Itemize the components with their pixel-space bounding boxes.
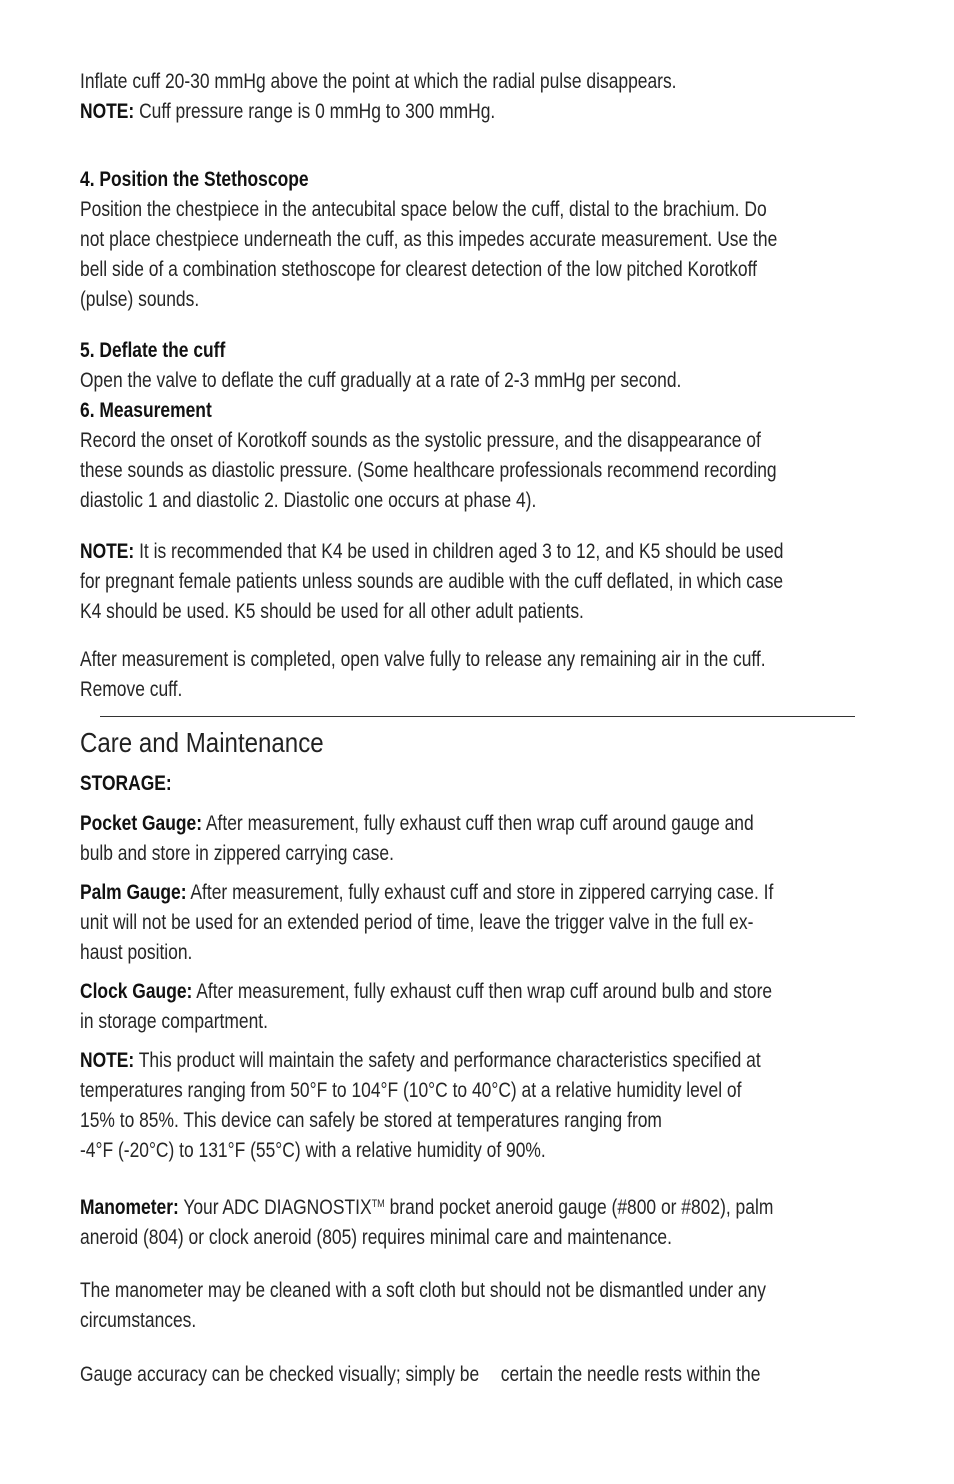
clock-gauge-paragraph — [80, 977, 773, 1007]
note-text: It is recommended that K4 be used in children aged 3 to 12, and K5 should be used — [134, 540, 784, 563]
cleaning-line: The manometer may be cleaned with a soft cloth but should not be dismantled under any — [80, 1279, 766, 1302]
step6-line: diastolic 1 and diastolic 2. Diastolic one occurs at phase 4). — [80, 489, 537, 512]
temperature-note-line: -4°F (-20°C) to 131°F (55°C) with a relative humidity of 90%. — [80, 1139, 546, 1162]
step6-heading: 6. Measurement — [80, 399, 212, 422]
temperature-note-line: 15% to 85%. This device can safely be stored at temperatures ranging from — [80, 1109, 662, 1132]
palm-gauge-paragraph — [80, 878, 774, 908]
note-label: NOTE: — [80, 540, 135, 563]
accuracy-text: certain the needle rests within the — [500, 1363, 761, 1386]
pocket-gauge-paragraph — [80, 809, 754, 839]
storage-heading: STORAGE: — [80, 772, 172, 795]
manometer-text: Your ADC DIAGNOSTIX — [178, 1196, 372, 1219]
clock-gauge-text: After measurement, fully exhaust cuff then wrap cuff around bulb and store — [192, 980, 773, 1003]
palm-gauge-line: haust position. — [80, 941, 193, 964]
step4-line: not place chestpiece underneath the cuff, as this impedes accurate measurement. Use the — [80, 228, 778, 251]
k4-k5-note-line: K4 should be used. K5 should be used for all other adult patients. — [80, 600, 584, 623]
step4-line: Position the chestpiece in the antecubital space below the cuff, distal to the brachium. Do — [80, 198, 767, 221]
temperature-note — [80, 1046, 761, 1076]
pocket-gauge-text: After measurement, fully exhaust cuff then wrap cuff around gauge and — [202, 812, 754, 835]
manometer-text: brand pocket aneroid gauge (#800 or #802), palm — [384, 1196, 774, 1219]
step4-line: (pulse) sounds. — [80, 288, 200, 311]
temperature-note-line: temperatures ranging from 50°F to 104°F (10°C to 40°C) at a relative humidity level of — [80, 1079, 742, 1102]
palm-gauge-line: unit will not be used for an extended period of time, leave the trigger valve in the full ex- — [80, 911, 754, 934]
manometer-line: aneroid (804) or clock aneroid (805) requires minimal care and maintenance. — [80, 1226, 672, 1249]
step6-line: these sounds as diastolic pressure. (Some healthcare professionals recommend recording — [80, 459, 777, 482]
care-maintenance-title: Care and Maintenance — [80, 727, 324, 758]
note-text: This product will maintain the safety and performance characteristics specified at — [134, 1049, 761, 1072]
after-measurement-line: Remove cuff. — [80, 678, 183, 701]
cleaning-line: circumstances. — [80, 1309, 197, 1332]
k4-k5-note — [80, 537, 784, 567]
pressure-range-note — [80, 97, 744, 127]
note-label: NOTE: — [80, 1049, 135, 1072]
step6-line: Record the onset of Korotkoff sounds as the systolic pressure, and the disappearance of — [80, 429, 761, 452]
step4-line: bell side of a combination stethoscope for clearest detection of the low pitched Korotkoff — [80, 258, 757, 281]
note-label: NOTE: — [80, 100, 135, 123]
pocket-gauge-line: bulb and store in zippered carrying case. — [80, 842, 394, 865]
after-measurement-line: After measurement is completed, open valve fully to release any remaining air in the cuff. — [80, 648, 766, 671]
step5-text: Open the valve to deflate the cuff gradually at a rate of 2-3 mmHg per second. — [80, 369, 682, 392]
palm-gauge-text: After measurement, fully exhaust cuff and store in zippered carrying case. If — [186, 881, 774, 904]
clock-gauge-label: Clock Gauge: — [80, 980, 193, 1003]
k4-k5-note-line: for pregnant female patients unless sounds are audible with the cuff deflated, in which case — [80, 570, 784, 593]
clock-gauge-line: in storage compartment. — [80, 1010, 268, 1033]
trademark-mark: TM — [371, 1198, 385, 1210]
accuracy-line — [80, 1360, 761, 1390]
step4-heading: 4. Position the Stethoscope — [80, 168, 309, 191]
manometer-paragraph — [80, 1193, 774, 1223]
section-divider — [100, 716, 855, 717]
inflate-instruction: Inflate cuff 20-30 mmHg above the point at which the radial pulse disappears. — [80, 70, 677, 93]
step5-heading: 5. Deflate the cuff — [80, 339, 226, 362]
pocket-gauge-label: Pocket Gauge: — [80, 812, 203, 835]
palm-gauge-label: Palm Gauge: — [80, 881, 187, 904]
accuracy-text: Gauge accuracy can be checked visually; simply be — [80, 1363, 480, 1386]
manometer-label: Manometer: — [80, 1196, 179, 1219]
note-text: Cuff pressure range is 0 mmHg to 300 mmHg. — [134, 100, 496, 123]
